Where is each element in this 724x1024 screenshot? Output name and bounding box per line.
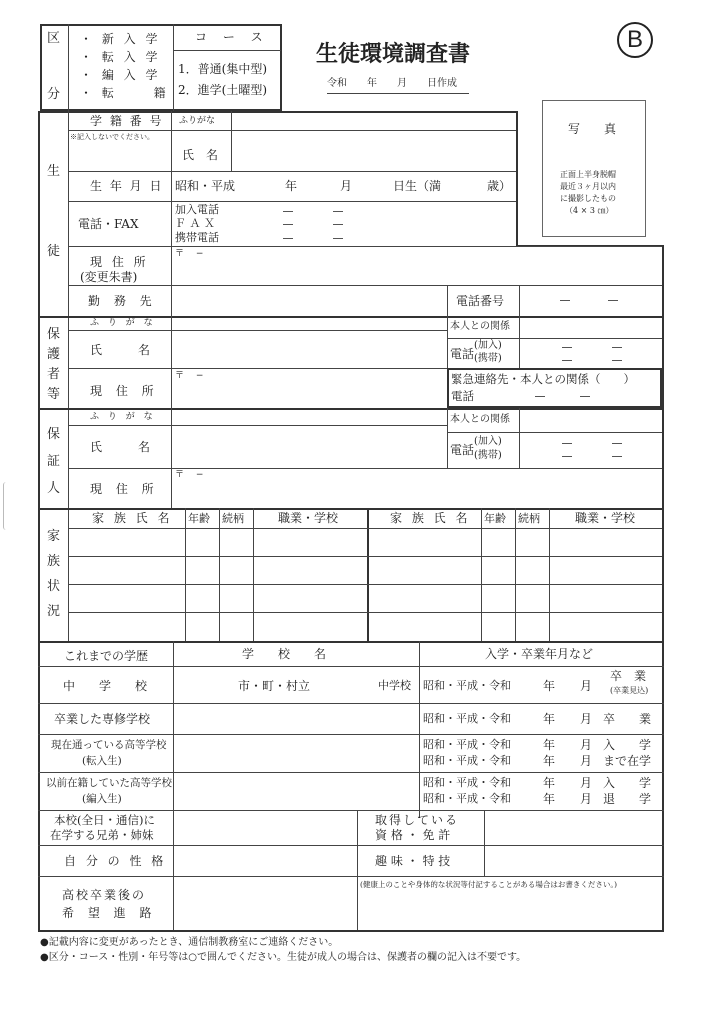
family-col-age: 年齢 xyxy=(188,512,210,525)
license-label: 取得している xyxy=(375,813,460,827)
form-border-step xyxy=(516,111,518,245)
guardian-phone-label: 電話 xyxy=(450,347,475,361)
edu-status-sub: (卒業見込) xyxy=(610,686,649,695)
guarantor-relation-label: 本人との関係 xyxy=(450,414,510,425)
edu-month: 月 xyxy=(580,738,593,752)
edu-row-sub: (転入生) xyxy=(82,755,122,767)
edu-row-label: 現在通っている高等学校 xyxy=(51,739,167,751)
divider xyxy=(447,338,662,339)
birth-month-label: 月 xyxy=(340,179,353,193)
course-option-general[interactable]: 1．普通(集中型) xyxy=(178,62,267,76)
phone-dash-separator xyxy=(535,396,545,397)
edu-header-history: これまでの学歴 xyxy=(64,649,149,663)
edu-row-label: 中 学 校 xyxy=(63,679,148,693)
hobby-label: 趣 味 ・ 特 技 xyxy=(375,854,451,868)
hobby-field[interactable] xyxy=(486,847,660,875)
phone-type-mobile: 携帯電話 xyxy=(175,231,219,244)
family-col-relation: 続柄 xyxy=(222,512,244,525)
edu-year: 年 xyxy=(543,738,556,752)
photo-instruction: （4 × 3 ㎝） xyxy=(565,206,614,215)
divider xyxy=(447,285,448,317)
divider xyxy=(173,810,174,930)
guarantor-phone-type: (加入) xyxy=(474,436,502,447)
edu-year: 年 xyxy=(543,712,556,726)
divider xyxy=(419,641,420,818)
guarantor-section-label: 人 xyxy=(47,481,61,496)
phone-dash-separator xyxy=(612,360,622,361)
form-border-right xyxy=(662,245,664,931)
edu-row-label: 以前在籍していた高等学校 xyxy=(46,777,172,789)
edu-month: 月 xyxy=(580,754,593,768)
divider xyxy=(231,111,232,171)
birth-age-label: 歳） xyxy=(487,179,512,193)
edu-status: 卒 業 xyxy=(610,669,647,683)
siblings-field[interactable] xyxy=(175,812,355,844)
guardian-furigana-label: ふ り が な xyxy=(90,318,156,328)
family-col-occupation: 職業・学校 xyxy=(575,511,636,525)
divider xyxy=(68,330,447,331)
form-border-left xyxy=(38,111,40,931)
edu-month: 月 xyxy=(580,712,593,726)
edu-era[interactable]: 昭和・平成・令和 xyxy=(423,679,511,692)
student-birth-label: 生 年 月 日 xyxy=(90,179,164,193)
phone-dash-separator xyxy=(562,360,572,361)
family-col-relation: 続柄 xyxy=(518,512,540,525)
family-section-label: 家 xyxy=(47,529,61,544)
edu-status: 入 学 xyxy=(603,738,652,752)
license-field[interactable] xyxy=(486,812,660,844)
student-furigana-field[interactable] xyxy=(233,113,515,129)
phone-dash-separator xyxy=(612,456,622,457)
guardian-phone-type: (携帯) xyxy=(474,353,502,364)
family-table-rows[interactable] xyxy=(70,530,660,638)
divider xyxy=(173,50,281,51)
edu-row-sub: (編入生) xyxy=(82,793,122,805)
course-label: コ ー ス xyxy=(195,30,269,44)
student-id-label: 学 籍 番 号 xyxy=(90,114,164,128)
guarantor-section-label: 保 xyxy=(47,427,61,442)
future-path-field[interactable] xyxy=(175,878,355,928)
edu-status: 卒 業 xyxy=(603,712,652,726)
category-option-register-transfer[interactable]: ・ 転 籍 xyxy=(80,86,169,100)
section-divider xyxy=(38,508,664,510)
edu-status: まで在学 xyxy=(603,754,652,768)
guarantor-name-field[interactable] xyxy=(173,427,445,467)
form-border-bottom xyxy=(38,930,664,932)
family-section-label: 状 xyxy=(47,579,61,594)
family-col-occupation: 職業・学校 xyxy=(278,511,339,525)
guarantor-phone-type: (携帯) xyxy=(474,450,502,461)
student-address-sub: (変更朱書) xyxy=(80,270,138,284)
guarantor-postal-mark: 〒 − xyxy=(175,470,204,480)
personality-label: 自 分 の 性 格 xyxy=(64,854,167,868)
footer-note: ●記載内容に変更があったとき、通信制教務室にご連絡ください。 xyxy=(40,937,339,948)
phone-dash-separator xyxy=(562,443,572,444)
guardian-section-label: 保 xyxy=(47,327,61,342)
section-divider xyxy=(38,641,664,643)
divider xyxy=(484,810,485,876)
edu-status: 入 学 xyxy=(603,776,652,790)
category-option-transfer[interactable]: ・ 転 入 学 xyxy=(80,50,161,64)
student-work-label: 勤 務 先 xyxy=(88,294,157,308)
created-date[interactable]: 令和 年 月 日作成 xyxy=(327,77,469,94)
phone-type-landline: 加入電話 xyxy=(175,203,219,216)
divider xyxy=(447,432,662,433)
future-label: 高校卒業後の xyxy=(62,888,147,902)
divider xyxy=(171,408,172,508)
edu-era[interactable]: 昭和・平成・令和 xyxy=(423,738,511,751)
guarantor-address-label: 現 住 所 xyxy=(90,482,159,496)
divider xyxy=(173,641,174,818)
guardian-phone-type: (加入) xyxy=(474,340,502,351)
guarantor-furigana-field[interactable] xyxy=(173,410,445,424)
future-label: 希 望 進 路 xyxy=(62,906,157,920)
divider xyxy=(68,425,447,426)
student-furigana-label: ふりがな xyxy=(179,116,216,126)
divider xyxy=(519,316,520,368)
edu-year: 年 xyxy=(543,679,556,693)
photo-instruction: に撮影したもの xyxy=(560,194,616,203)
photo-instruction: 正面上半身脱帽 xyxy=(560,170,616,179)
previous-highschool-field[interactable] xyxy=(175,775,417,808)
divider xyxy=(68,528,662,529)
student-name-field[interactable] xyxy=(233,132,515,170)
health-note-field[interactable] xyxy=(359,892,659,928)
divider xyxy=(519,408,520,468)
student-work-phone-label: 電話番号 xyxy=(456,294,505,308)
edu-row-label: 卒業した専修学校 xyxy=(54,712,151,726)
student-address-label: 現 住 所 xyxy=(90,255,149,269)
photo-box[interactable] xyxy=(542,100,646,237)
phone-dash-separator xyxy=(580,396,590,397)
divider xyxy=(68,285,662,286)
edu-era[interactable]: 昭和・平成・令和 xyxy=(423,776,511,789)
form-mark-b: B xyxy=(617,22,653,58)
emergency-phone-label: 電話 xyxy=(451,389,474,403)
form-title: 生徒環境調査書 xyxy=(316,42,471,67)
vocational-school-field[interactable] xyxy=(175,706,417,732)
edu-school-suffix: 中学校 xyxy=(378,679,411,692)
divider xyxy=(68,468,662,469)
divider xyxy=(38,876,664,877)
edu-year: 年 xyxy=(543,754,556,768)
health-note: (健康上のことや身体的な状況等付記することがある場合はお書きください。) xyxy=(360,880,618,889)
guardian-section-label: 者 xyxy=(47,367,61,382)
edu-era[interactable]: 昭和・平成・令和 xyxy=(423,792,511,805)
birth-era[interactable]: 昭和・平成 xyxy=(175,179,236,193)
student-postal-mark: 〒 − xyxy=(175,249,204,259)
footer-note: ●区分・コース・性別・年号等は○で囲んでください。生徒が成人の場合は、保護者の欄の記入は不要です。 xyxy=(40,952,527,963)
edu-header-school: 学 校 名 xyxy=(242,647,327,661)
edu-year: 年 xyxy=(543,776,556,790)
phone-type-fax: Ｆ Ａ Ｘ xyxy=(175,217,215,230)
divider xyxy=(519,285,520,317)
guarantor-address-field[interactable] xyxy=(173,480,659,506)
student-id-note: ※記入しないでください。 xyxy=(70,133,154,141)
personality-field[interactable] xyxy=(175,847,355,875)
divider xyxy=(447,408,448,468)
guardian-address-label: 現 住 所 xyxy=(90,384,159,398)
divider xyxy=(171,111,172,317)
edu-month: 月 xyxy=(580,792,593,806)
photo-instruction: 最近３ヶ月以内 xyxy=(560,182,616,191)
category-option-new[interactable]: ・ 新 入 学 xyxy=(80,32,161,46)
student-address-field[interactable] xyxy=(175,260,659,284)
category-option-readmission[interactable]: ・ 編 入 学 xyxy=(80,68,161,82)
student-work-field[interactable] xyxy=(173,287,445,315)
guarantor-furigana-label: ふ り が な xyxy=(90,412,156,422)
divider xyxy=(173,24,174,111)
family-section-label: 況 xyxy=(47,604,61,619)
student-phone-label: 電話・FAX xyxy=(78,217,139,231)
divider xyxy=(38,703,664,704)
student-id-field[interactable] xyxy=(70,145,170,169)
emergency-label: 緊急連絡先・本人との関係（ ） xyxy=(451,372,635,386)
birth-year-label: 年 xyxy=(285,179,298,193)
student-section-label: 生 xyxy=(47,164,61,179)
student-name-label: 氏 名 xyxy=(182,148,219,162)
family-col-name: 家 族 氏 名 xyxy=(92,511,173,525)
family-col-age: 年齢 xyxy=(484,512,506,525)
student-section-label: 徒 xyxy=(47,244,61,259)
divider xyxy=(68,130,516,131)
divider xyxy=(68,111,69,641)
binding-mark xyxy=(3,482,10,530)
edu-era[interactable]: 昭和・平成・令和 xyxy=(423,754,511,767)
edu-year: 年 xyxy=(543,792,556,806)
guardian-address-field[interactable] xyxy=(173,382,445,406)
edu-month: 月 xyxy=(580,679,593,693)
guardian-relation-label: 本人との関係 xyxy=(450,321,510,332)
divider xyxy=(357,810,358,930)
phone-dash-separator xyxy=(562,347,572,348)
guarantor-phone-label: 電話 xyxy=(450,443,475,457)
photo-title: 写 真 xyxy=(568,122,617,136)
edu-header-dates: 入学・卒業年月など xyxy=(485,647,594,661)
category-label-top: 区 xyxy=(47,31,61,46)
divider xyxy=(38,810,664,811)
family-section-label: 族 xyxy=(47,554,61,569)
current-highschool-field[interactable] xyxy=(175,737,417,770)
phone-dash-separator xyxy=(608,300,618,301)
divider xyxy=(38,772,664,773)
edu-month: 月 xyxy=(580,776,593,790)
divider xyxy=(68,171,516,172)
guardian-section-label: 護 xyxy=(47,347,61,362)
divider xyxy=(38,845,664,846)
guardian-name-field[interactable] xyxy=(173,332,445,366)
guardian-relation-field[interactable] xyxy=(521,318,659,337)
guarantor-name-label: 氏 名 xyxy=(90,440,151,454)
guarantor-section-label: 証 xyxy=(47,454,61,469)
divider xyxy=(68,24,69,111)
birth-day-label: 日生（満 xyxy=(393,179,442,193)
siblings-label: 在学する兄弟・姉妹 xyxy=(50,828,154,842)
edu-era[interactable]: 昭和・平成・令和 xyxy=(423,712,511,725)
course-option-advanced[interactable]: 2．進学(土曜型) xyxy=(178,83,267,97)
edu-status: 退 学 xyxy=(603,792,652,806)
divider xyxy=(68,201,516,202)
divider xyxy=(38,734,664,735)
phone-dash-separator xyxy=(560,300,570,301)
edu-school-prefix: 市・町・村立 xyxy=(238,679,311,693)
phone-dash-separator xyxy=(562,456,572,457)
student-phone-fields[interactable] xyxy=(240,203,510,243)
guardian-name-label: 氏 名 xyxy=(90,343,151,357)
phone-dash-separator xyxy=(612,347,622,348)
junior-high-name-field[interactable] xyxy=(290,670,375,700)
guardian-furigana-field[interactable] xyxy=(173,318,445,329)
divider xyxy=(38,666,664,667)
category-label-bottom: 分 xyxy=(47,87,61,102)
license-label: 資 格 ・ 免 許 xyxy=(375,828,451,842)
family-col-name: 家 族 氏 名 xyxy=(390,511,471,525)
guardian-section-label: 等 xyxy=(47,387,61,402)
guarantor-relation-field[interactable] xyxy=(521,410,659,431)
siblings-label: 本校(全日・通信)に xyxy=(54,813,155,827)
divider xyxy=(68,246,662,247)
phone-dash-separator xyxy=(612,443,622,444)
guardian-postal-mark: 〒 − xyxy=(175,371,204,381)
